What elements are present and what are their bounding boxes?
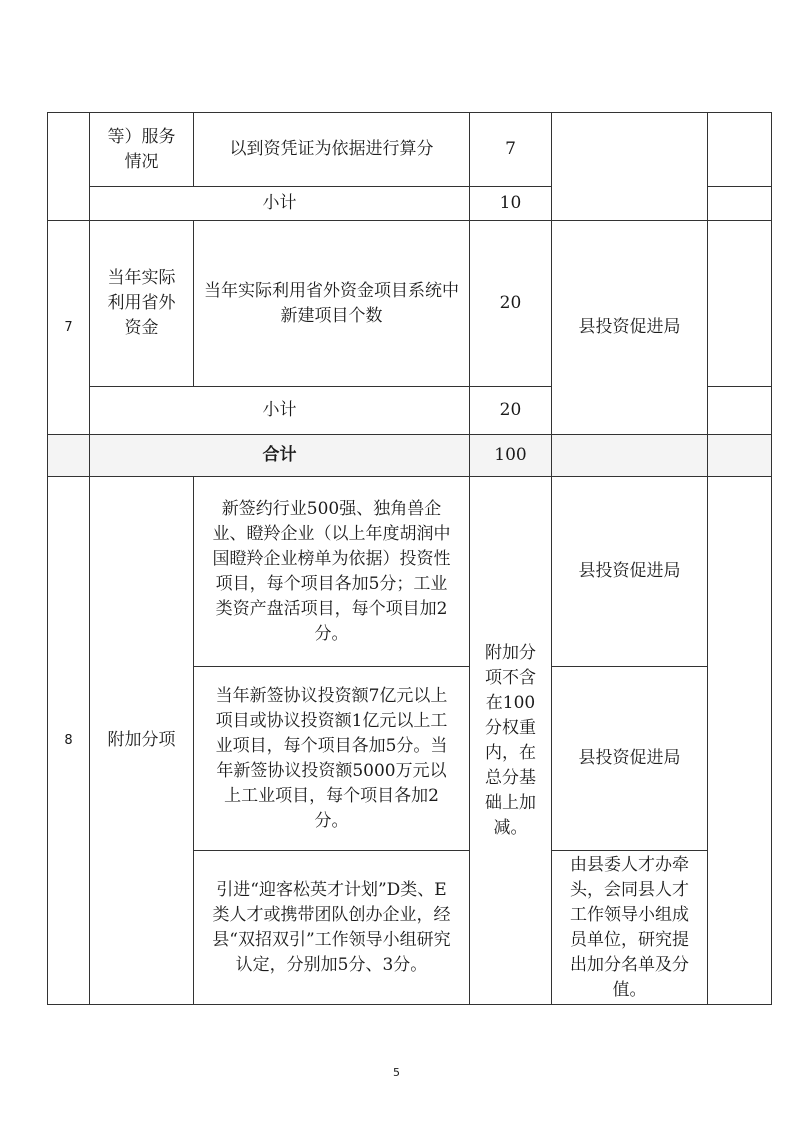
- scoring-table: [47, 112, 772, 1005]
- score-note-cell: 附加分项不含在100分权重内，在总分基础上加减。: [470, 477, 552, 1005]
- score-cell: 7: [470, 113, 552, 187]
- subtotal-score: 10: [470, 187, 552, 221]
- department-cell: [552, 435, 708, 477]
- department-cell: 县投资促进局: [552, 477, 708, 667]
- page-number: 5: [393, 1066, 400, 1079]
- remark-cell: [708, 113, 772, 187]
- index-cell: 8: [48, 477, 90, 1005]
- index-cell: 7: [48, 221, 90, 435]
- remark-cell: [708, 387, 772, 435]
- remark-cell: [708, 435, 772, 477]
- total-label: 合计: [90, 435, 470, 477]
- score-cell: 20: [470, 221, 552, 387]
- table-row: [48, 113, 772, 187]
- indicator-name-cell: 当年实际利用省外资金: [90, 221, 194, 387]
- table-row: [48, 477, 772, 667]
- department-cell: 县投资促进局: [552, 667, 708, 851]
- scoring-method-cell: 当年新签协议投资额7亿元以上项目或协议投资额1亿元以上工业项目，每个项目各加5分。当年新签协议投资额5000万元以上工业项目，每个项目各加2分。: [194, 667, 470, 851]
- scoring-method-cell: 引进“迎客松英才计划”D类、E类人才或携带团队创办企业，经县“双招双引”工作领导小组研究认定，分别加5分、3分。: [194, 851, 470, 1005]
- scoring-method-cell: 新签约行业500强、独角兽企业、瞪羚企业（以上年度胡润中国瞪羚企业榜单为依据）投资性项目，每个项目各加5分；工业类资产盘活项目，每个项目加2分。: [194, 477, 470, 667]
- index-cell: [48, 435, 90, 477]
- table-row: [48, 221, 772, 387]
- scoring-method-cell: 当年实际利用省外资金项目系统中新建项目个数: [194, 221, 470, 387]
- department-cell: 县投资促进局: [552, 221, 708, 435]
- scoring-method-cell: 以到资凭证为依据进行算分: [194, 113, 470, 187]
- subtotal-label: 小计: [90, 387, 470, 435]
- subtotal-score: 20: [470, 387, 552, 435]
- remark-cell: [708, 187, 772, 221]
- remark-cell: [708, 477, 772, 1005]
- subtotal-label: 小计: [90, 187, 470, 221]
- indicator-name-cell: 附加分项: [90, 477, 194, 1005]
- department-cell: 由县委人才办牵头，会同县人才工作领导小组成员单位，研究提出加分名单及分值。: [552, 851, 708, 1005]
- indicator-name-cell: 等）服务情况: [90, 113, 194, 187]
- department-cell: [552, 113, 708, 221]
- remark-cell: [708, 221, 772, 387]
- table-row: [48, 435, 772, 477]
- index-cell-6: [48, 113, 90, 221]
- total-score: 100: [470, 435, 552, 477]
